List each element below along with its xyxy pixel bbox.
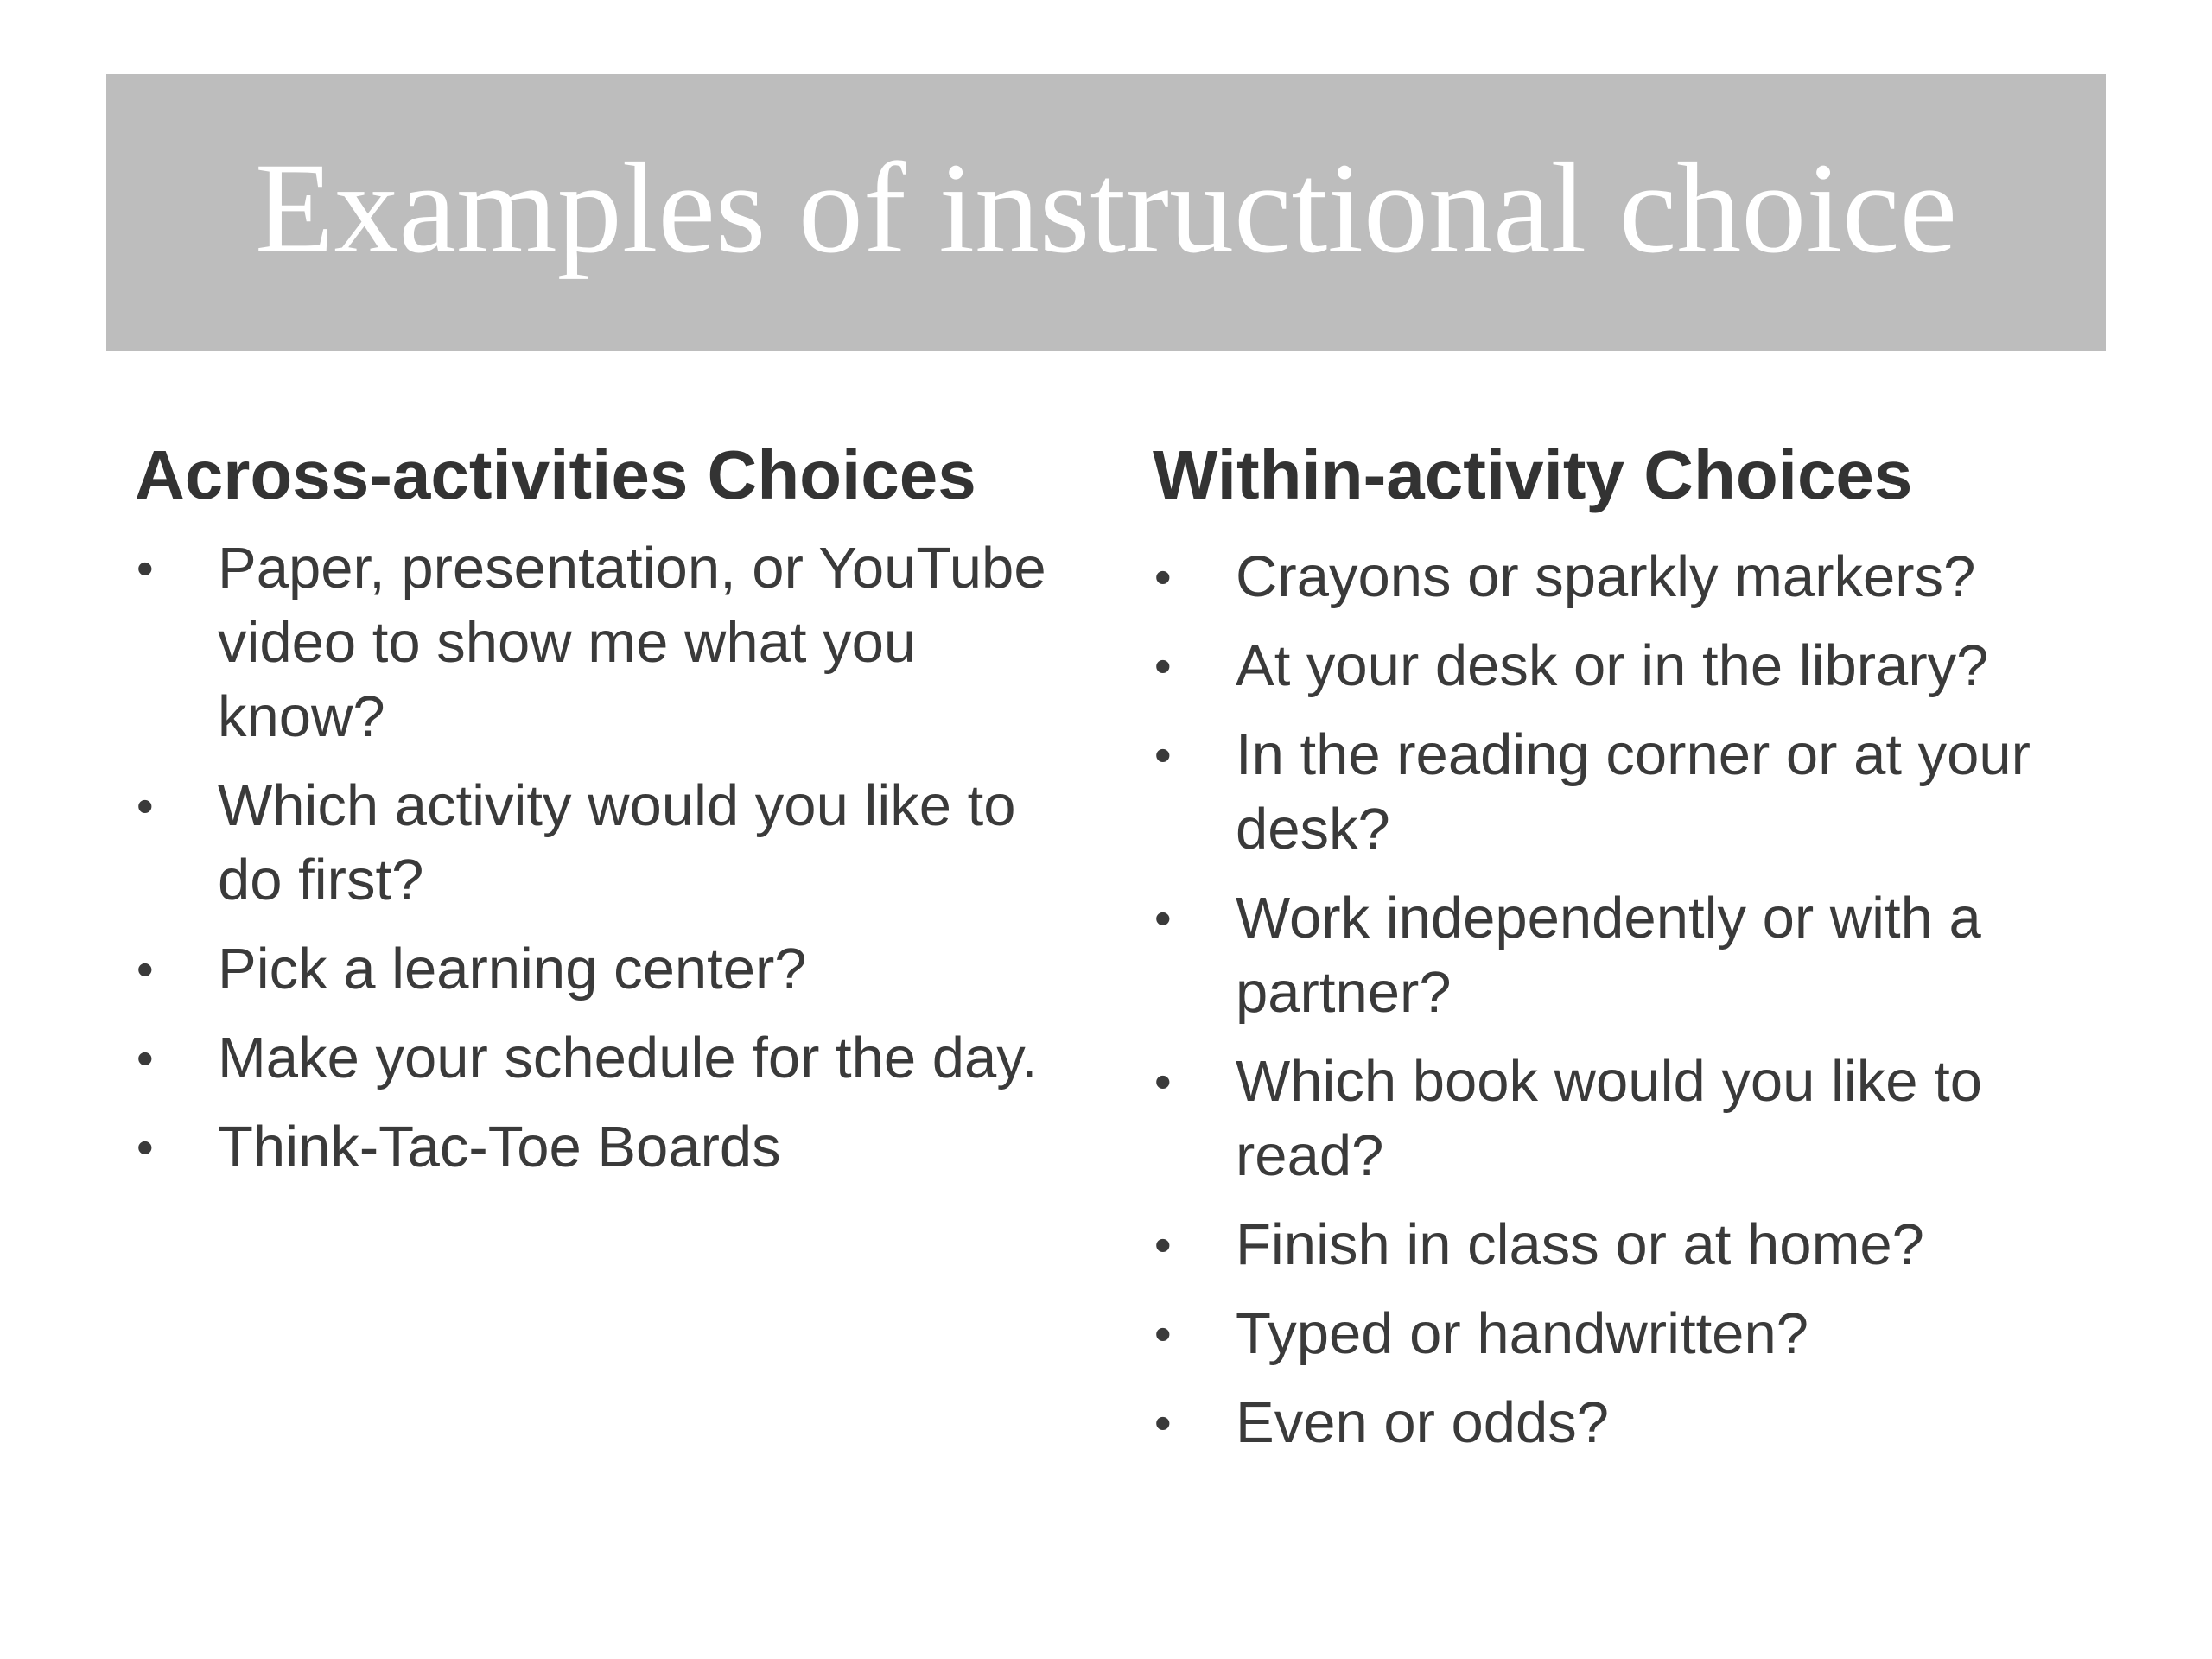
list-item [1153, 1208, 2112, 1282]
list-item-text: Crayons or sparkly markers? [1236, 544, 1976, 609]
slide-title: Examples of instructional choice [254, 137, 1958, 280]
within-activity-list [1153, 540, 2112, 1460]
bullet-icon: • [137, 1120, 154, 1174]
list-item-text: Pick a learning center? [218, 937, 807, 1001]
bullet-icon: • [1154, 1054, 1172, 1109]
list-item-text: Which activity would you like to do first? [218, 773, 1016, 912]
bullet-icon: • [137, 942, 154, 996]
list-item [1153, 629, 2112, 703]
list-item [135, 531, 1094, 754]
bullet-icon: • [1154, 1306, 1172, 1361]
bullet-icon: • [1154, 728, 1172, 782]
bullet-icon: • [1154, 1217, 1172, 1272]
list-item [1153, 881, 2112, 1030]
list-item [1153, 1297, 2112, 1371]
across-activities-list [135, 531, 1094, 1185]
list-item-text: Think-Tac-Toe Boards [218, 1115, 781, 1179]
bullet-icon: • [1154, 1395, 1172, 1450]
list-item [1153, 718, 2112, 867]
list-item-text: Typed or handwritten? [1236, 1301, 1808, 1366]
list-item [135, 769, 1094, 918]
list-item [1153, 1386, 2112, 1460]
list-item [135, 932, 1094, 1007]
list-item-text: In the reading corner or at your desk? [1236, 722, 2031, 861]
list-item-text: Make your schedule for the day. [218, 1026, 1038, 1090]
list-item [1153, 540, 2112, 614]
bullet-icon: • [137, 541, 154, 595]
column-heading-across-activities: Across-activities Choices [135, 436, 976, 513]
column-heading-within-activity: Within-activity Choices [1153, 436, 1913, 513]
bullet-icon: • [1154, 550, 1172, 604]
bullet-icon: • [137, 1031, 154, 1085]
title-banner [106, 74, 2106, 351]
list-item [135, 1021, 1094, 1096]
within-activity-column [1153, 428, 2112, 1475]
across-activities-column [135, 428, 1094, 1199]
list-item-text: Even or odds? [1236, 1390, 1610, 1455]
list-item-text: Paper, presentation, or YouTube video to show me what you know? [218, 536, 1046, 749]
list-item [1153, 1045, 2112, 1193]
bullet-icon: • [1154, 639, 1172, 693]
bullet-icon: • [1154, 891, 1172, 945]
list-item-text: Finish in class or at home? [1236, 1212, 1924, 1277]
list-item-text: Work independently or with a partner? [1236, 886, 1981, 1025]
list-item [135, 1110, 1094, 1185]
list-item-text: At your desk or in the library? [1236, 633, 1989, 698]
list-item-text: Which book would you like to read? [1236, 1049, 1982, 1188]
bullet-icon: • [137, 779, 154, 833]
